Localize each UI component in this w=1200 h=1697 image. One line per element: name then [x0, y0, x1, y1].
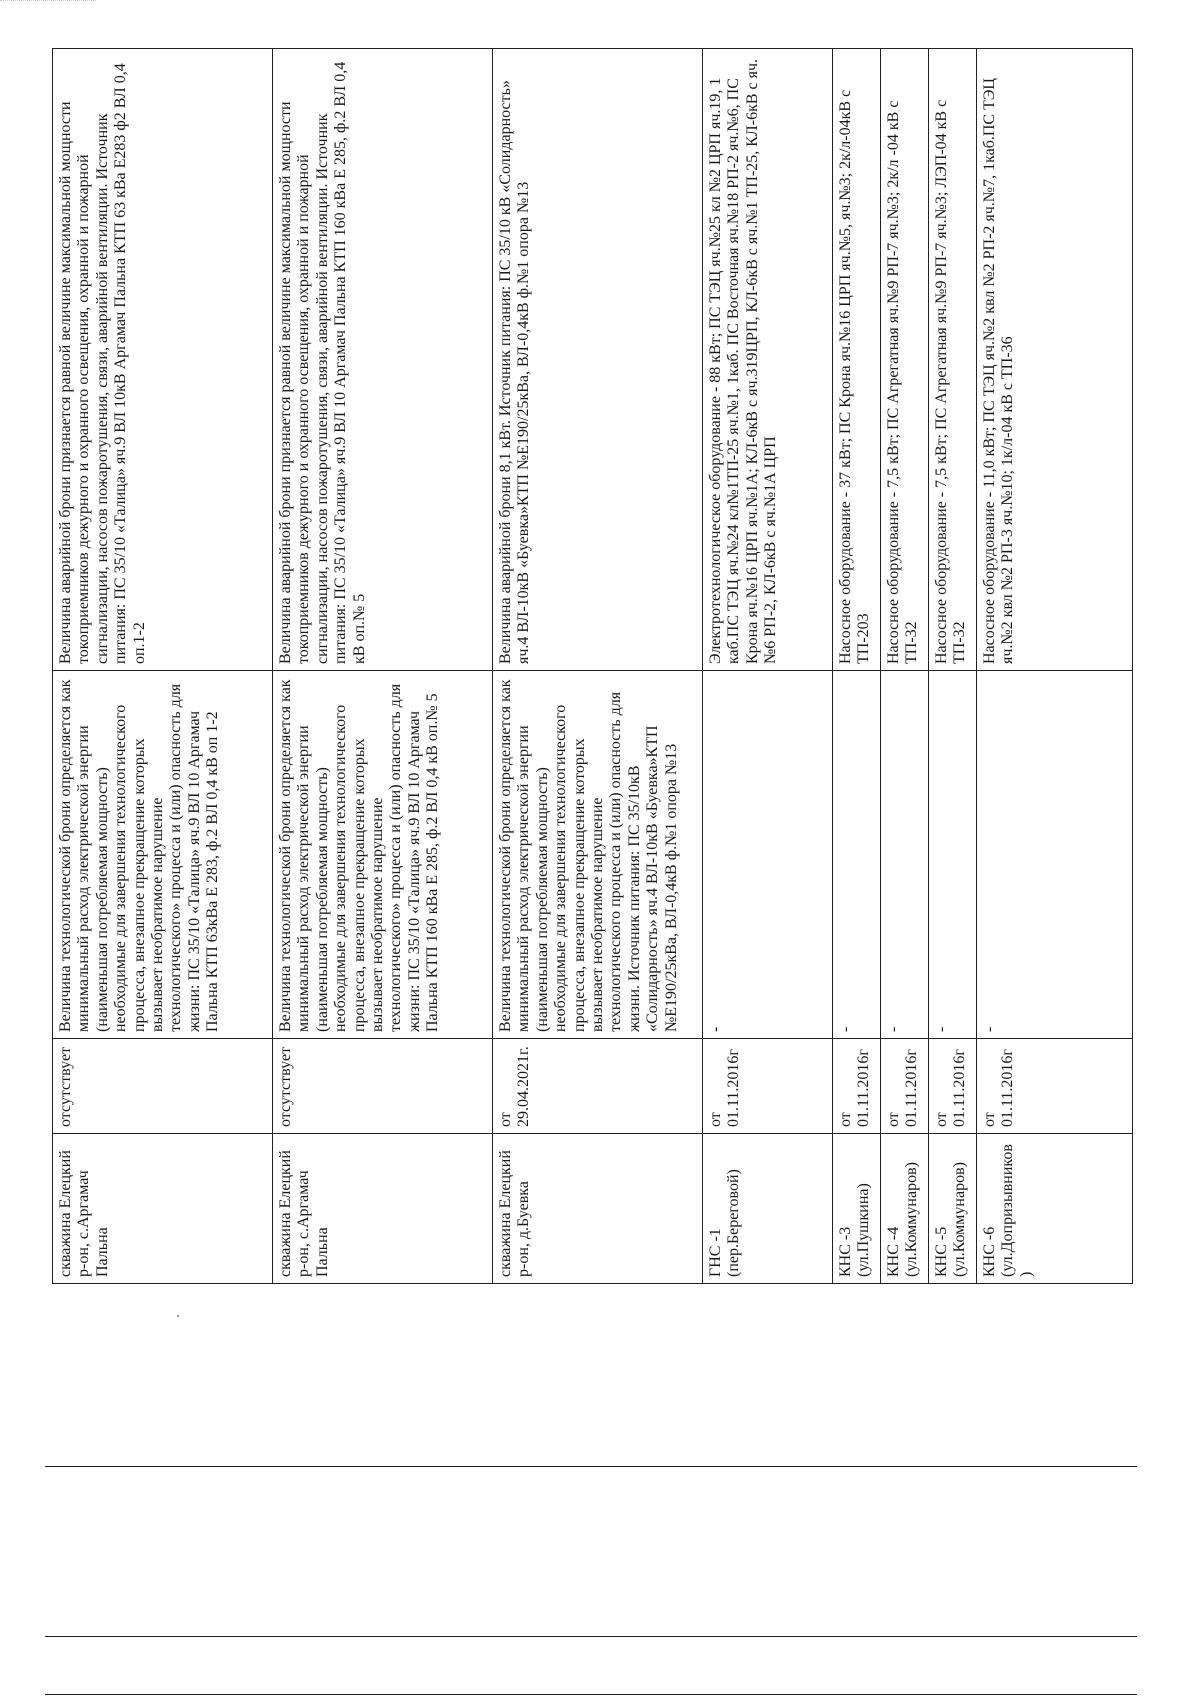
act-cell: от 01.11.2016г — [977, 1039, 1133, 1134]
emergency-reserve-cell: Величина аварийной брони признается равной величине максимальной мощности токоприемников дежурного и охранного освещения, охранной и пожарной сигнализации, насосов пожаротушения, связи, аварийной вентиляции. Источник питания: ПС 35/10 «Талица» яч.9 ВЛ 10кВ Аргамач Пальна КТП 63 кВа Е283 ф2 ВЛ 0,4 оп.1-2 — [53, 49, 273, 671]
table-row — [881, 49, 929, 1284]
reserve-table — [52, 48, 1133, 1284]
tech-reserve-cell: Величина технологической брони определяется как минимальный расход электрической энергии (наименьшая потребляемая мощность) необходимые для завершения технологического процесса, внезапное прекращение которых вызывает необратимое нарушение технологического процесса и (или) опасность для жизни. Источник питания: ПС 35/10кВ «Солидарность» яч.4 ВЛ-10кВ «Буевка»КТП №Е190/25кВа, ВЛ-0,4кВ ф.№1 опора №13 — [493, 671, 703, 1039]
object-cell: скважина Елецкий р-он, д.Буевка — [493, 1134, 703, 1284]
act-cell: от 01.11.2016г — [881, 1039, 929, 1134]
act-cell: отсутствует — [273, 1039, 493, 1134]
table-row — [493, 49, 703, 1284]
table-row — [833, 49, 881, 1284]
table-row — [929, 49, 977, 1284]
object-cell: КНС -4 (ул.Коммунаров) — [881, 1134, 929, 1284]
object-cell: КНС -5 (ул.Коммунаров) — [929, 1134, 977, 1284]
tech-reserve-cell: Величина технологической брони определяется как минимальный расход электрической энергии (наименьшая потребляемая мощность) необходимые для завершения технологического процесса, внезапное прекращение которых вызывает необратимое нарушение технологического» процесса и (или) опасность для жизни: ПС 35/10 «Талица» яч.9 ВЛ 10 Аргамач Пальна КТП 63кВа Е 283, ф.2 ВЛ 0,4 кВ оп 1-2 — [53, 671, 273, 1039]
emergency-reserve-cell: Величина аварийной брони признается равной величине максимальной мощности токоприемников дежурного и охранного освещения, охранной и пожарной сигнализации, насосов пожаротушения, связи, аварийной вентиляции. Источник питания: ПС 35/10 «Талица» яч.9 ВЛ 10 Аргамач Пальна КТП 160 кВа Е 285, ф.2 ВЛ 0,4 кВ оп.№ 5 — [273, 49, 493, 671]
act-cell: отсутствует — [53, 1039, 273, 1134]
table-row — [977, 49, 1133, 1284]
object-cell: скважина Елецкий р-он, с.Аргамач Пальна — [53, 1134, 273, 1284]
scan-edge-mark — [0, 0, 96, 11]
act-cell: от 29.04.2021г. — [493, 1039, 703, 1134]
tech-reserve-cell: - — [977, 671, 1133, 1039]
emergency-reserve-cell: Насосное оборудование - 37 кВт; ПС Крона яч.№16 ЦРП яч.№5, яч.№3; 2к/л-04кВ с ТП-203 — [833, 49, 881, 671]
tech-reserve-cell: - — [833, 671, 881, 1039]
tech-reserve-cell: - — [703, 671, 833, 1039]
object-cell: КНС -6 (ул.Допризывников) — [977, 1134, 1133, 1284]
table-row — [53, 49, 273, 1284]
act-cell: от 01.11.2016г — [833, 1039, 881, 1134]
divider-line — [45, 1694, 1137, 1695]
emergency-reserve-cell: Электротехнологическое оборудование - 88 кВт; ПС ТЭЦ яч.№25 кл №2 ЦРП яч.19, 1 каб.ПС ТЭЦ яч.№24 кл№1ТП-25 яч.№1, 1каб. ПС Восточная яч.№18 РП-2 яч.№6, ПС Крона яч.№16 ЦРП яч.№1А; КЛ-6кВ с яч.319ЦРП, КЛ-6кВ с яч.№1 ТП-25, КЛ-6кВ с яч.№6 РП-2, КЛ-6кВ с яч.№1А ЦРП — [703, 49, 833, 671]
object-cell: КНС -3 (ул.Пушкина) — [833, 1134, 881, 1284]
tech-reserve-cell: - — [881, 671, 929, 1039]
divider-line — [45, 1466, 1137, 1467]
emergency-reserve-cell: Насосное оборудование - 7,5 кВт; ПС Агрегатная яч.№9 РП-7 яч.№3; 2к/л -04 кВ с ТП-32 — [881, 49, 929, 671]
act-cell: от 01.11.2016г — [929, 1039, 977, 1134]
table-row — [273, 49, 493, 1284]
tech-reserve-cell: Величина технологической брони определяется как минимальный расход электрической энергии (наименьшая потребляемая мощность) необходимые для завершения технологического процесса, внезапное прекращение которых вызывает необратимое нарушение технологического» процесса и (или) опасность для жизни: ПС 35/10 «Талица» яч.9 ВЛ 10 Аргамач Пальна КТП 160 кВа Е 285, ф.2 ВЛ 0,4 кВ оп.№ 5 — [273, 671, 493, 1039]
act-cell: от 01.11.2016г — [703, 1039, 833, 1134]
emergency-reserve-cell: Величина аварийной брони 8,1 кВт. Источник питания: ПС 35/10 кВ «Солидарность» яч.4 ВЛ-10кВ «Буевка»КТП №Е190/25кВа, ВЛ-0,4кВ ф.№1 опора №13 — [493, 49, 703, 671]
object-cell: ГНС -1 (пер.Береговой) — [703, 1134, 833, 1284]
emergency-reserve-cell: Насосное оборудование - 11,0 кВт; ПС ТЭЦ яч.№2 квл №2 РП-2 яч.№7, 1каб.ПС ТЭЦ яч.№2 квл №2 РП-3 яч.№10; 1к/л-04 кВ с ТП-36 — [977, 49, 1133, 671]
object-cell: скважина Елецкий р-он, с.Аргамач Пальна — [273, 1134, 493, 1284]
table-row — [703, 49, 833, 1284]
scan-speck — [177, 1315, 179, 1317]
tech-reserve-cell: - — [929, 671, 977, 1039]
emergency-reserve-cell: Насосное оборудование - 7,5 кВт; ПС Агрегатная яч.№9 РП-7 яч.№3; ЛЭП-04 кВ с ТП-32 — [929, 49, 977, 671]
divider-line — [45, 1636, 1137, 1637]
rotated-table-container — [52, 49, 1132, 1284]
